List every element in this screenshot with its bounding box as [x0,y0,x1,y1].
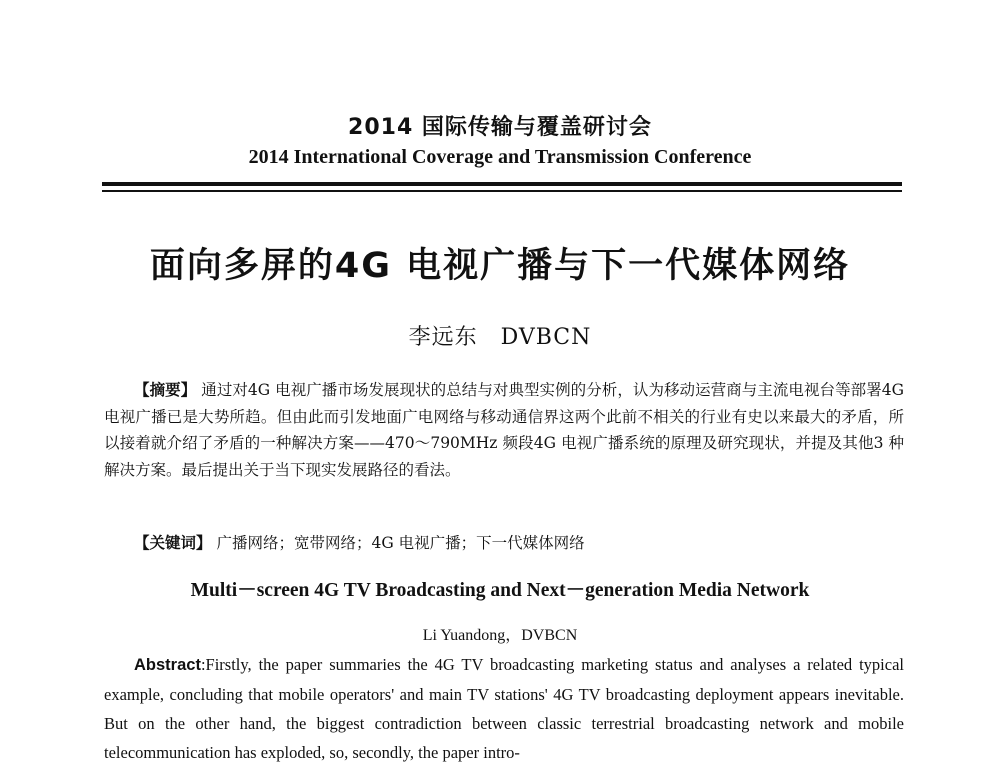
keywords-cn [104,530,904,556]
conference-title-en: 2014 International Coverage and Transmission Conference [248,146,752,168]
paper-title-en: Multi－screen 4G TV Broadcasting and Next－generation Media Network [190,580,810,601]
conference-title-cn: 2014 国际传输与覆盖研讨会 [348,115,652,140]
abstract-en [104,650,904,767]
keywords-cn-label: 【关键词】 [134,534,212,552]
author-cn: 李远东 DVBCN [408,325,592,350]
abstract-cn [104,377,904,483]
abstract-cn-text: 通过对4G 电视广播市场发展现状的总结与对典型实例的分析，认为移动运营商与主流电视台等部署4G 电视广播已是大势所趋。但由此而引发地面广电网络与移动通信界这两个此前不相关的行业有史以来最大的矛盾，所以接着就介绍了矛盾的一种解决方案——470～790MHz 频段4G 电视广播系统的原理及研究现状，并提及其他3 种解决方案。最后提出关于当下现实发展路径的看法。 [104,381,904,479]
abstract-cn-label: 【摘要】 [134,381,197,399]
paper-title-cn: 面向多屏的4G 电视广播与下一代媒体网络 [149,246,851,286]
keywords-cn-text: 广播网络；宽带网络；4G 电视广播；下一代媒体网络 [216,534,585,552]
abstract-en-label: Abstract [134,656,201,674]
author-en: Li Yuandong，DVBCN [422,627,578,644]
header-rule-thick [102,182,902,186]
abstract-en-text: :Firstly, the paper summaries the 4G TV broadcasting marketing status and analyses a related typical example, concluding that mobile operators' and main TV stations' 4G TV broadcasting deployment appears inevitable. But on the other hand, the biggest contradiction between classic terrestrial broadcasting network and mobile telecommunication has exploded, so, secondly, the paper intro- [104,655,904,762]
header-rule-thin [102,190,902,192]
